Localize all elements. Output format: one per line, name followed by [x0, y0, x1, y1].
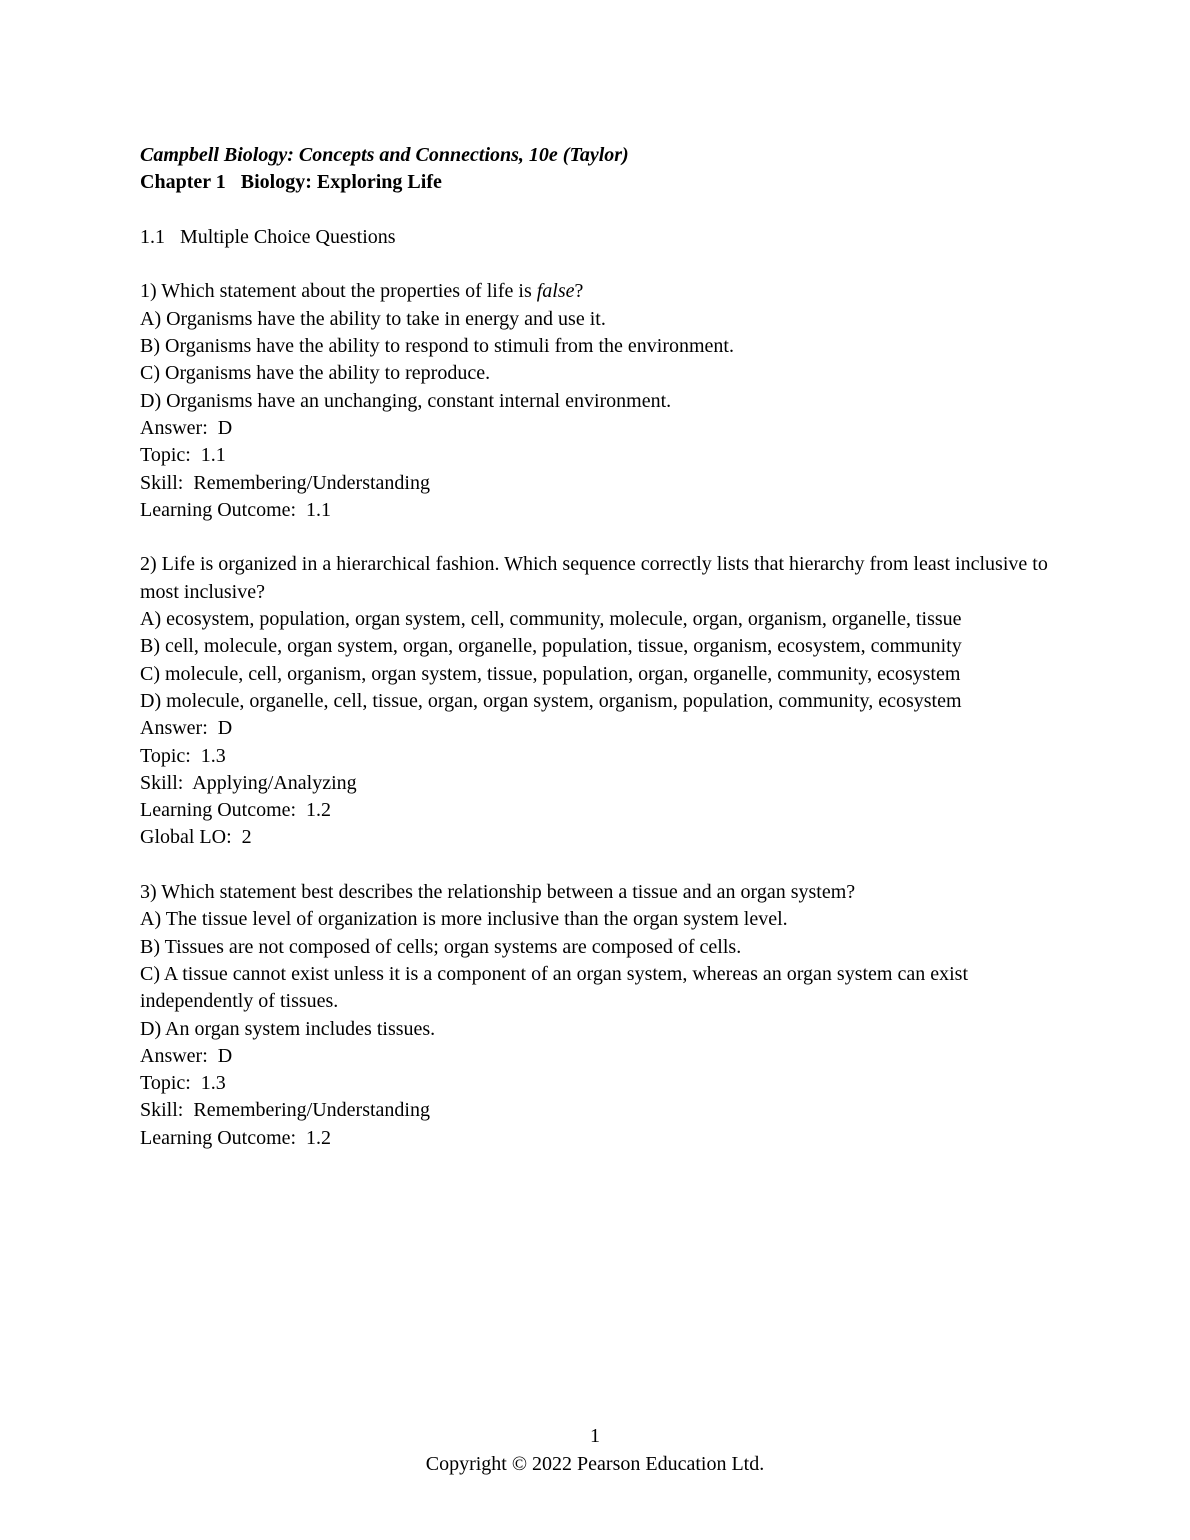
question-2-choice-a: A) ecosystem, population, organ system, cell, community, molecule, organ, organism, organelle, tissue — [140, 608, 962, 631]
question-1-choice-c: C) Organisms have the ability to reproduce. — [140, 362, 491, 385]
question-3-choice-d: D) An organ system includes tissues. — [140, 1017, 436, 1040]
question-1-learning-outcome-line: Learning Outcome: 1.1 — [140, 498, 332, 521]
question-3-choice-b: B) Tissues are not composed of cells; organ systems are composed of cells. — [140, 935, 742, 958]
question-3-skill-line: Skill: Remembering/Understanding — [140, 1099, 430, 1122]
book-title: Campbell Biology: Concepts and Connections, 10e (Taylor) — [140, 144, 629, 166]
question-3 — [140, 879, 1052, 1152]
question-3-learning-outcome-line: Learning Outcome: 1.2 — [140, 1126, 332, 1149]
question-2-stem — [140, 551, 1052, 606]
section-title: 1.1 Multiple Choice Questions — [140, 225, 396, 248]
question-1-stem-suffix: ? — [574, 280, 584, 303]
question-1 — [140, 278, 1052, 524]
chapter-title: Chapter 1 Biology: Exploring Life — [140, 171, 442, 194]
question-1-choice-b: B) Organisms have the ability to respond to stimuli from the environment. — [140, 335, 734, 358]
question-2-skill-line: Skill: Applying/Analyzing — [140, 771, 357, 794]
question-2-learning-outcome-line: Learning Outcome: 1.2 — [140, 799, 332, 822]
question-2 — [140, 551, 1052, 851]
question-3-choice-a: A) The tissue level of organization is more inclusive than the organ system level. — [140, 908, 788, 931]
copyright-text: Copyright © 2022 Pearson Education Ltd. — [425, 1452, 765, 1475]
question-1-stem-italic: false — [536, 280, 575, 303]
document-header — [140, 142, 1052, 197]
question-2-global-lo-line: Global LO: 2 — [140, 826, 252, 849]
question-1-answer-line: Answer: D — [140, 416, 233, 439]
question-3-stem-text: 3) Which statement best describes the relationship between a tissue and an organ system? — [140, 881, 856, 904]
page-content — [140, 142, 1052, 1152]
question-2-choice-b: B) cell, molecule, organ system, organ, organelle, population, tissue, organism, ecosystem, community — [140, 635, 962, 658]
question-3-stem — [140, 879, 1052, 906]
question-1-stem-text: 1) Which statement about the properties of life is — [140, 280, 537, 303]
question-2-topic-line: Topic: 1.3 — [140, 744, 226, 767]
question-1-choice-a: A) Organisms have the ability to take in energy and use it. — [140, 307, 606, 330]
page-number: 1 — [590, 1425, 600, 1448]
question-1-stem — [140, 278, 1052, 305]
question-3-choice-c: C) A tissue cannot exist unless it is a component of an organ system, whereas an organ system can exist independently of tissues. — [140, 962, 973, 1013]
question-2-answer-line: Answer: D — [140, 717, 233, 740]
question-1-choice-d: D) Organisms have an unchanging, constant internal environment. — [140, 389, 672, 412]
question-3-answer-line: Answer: D — [140, 1044, 233, 1067]
page-footer — [0, 1423, 1190, 1478]
question-2-stem-text: 2) Life is organized in a hierarchical fashion. Which sequence correctly lists that hierarchy from least inclusive to most inclusive? — [140, 553, 1053, 603]
question-1-topic-line: Topic: 1.1 — [140, 444, 226, 467]
question-3-topic-line: Topic: 1.3 — [140, 1072, 226, 1095]
question-2-choice-c: C) molecule, cell, organism, organ system, tissue, population, organ, organelle, community, ecosystem — [140, 662, 961, 685]
question-1-skill-line: Skill: Remembering/Understanding — [140, 471, 430, 494]
question-2-choice-d: D) molecule, organelle, cell, tissue, organ, organ system, organism, population, community, ecosystem — [140, 689, 962, 712]
